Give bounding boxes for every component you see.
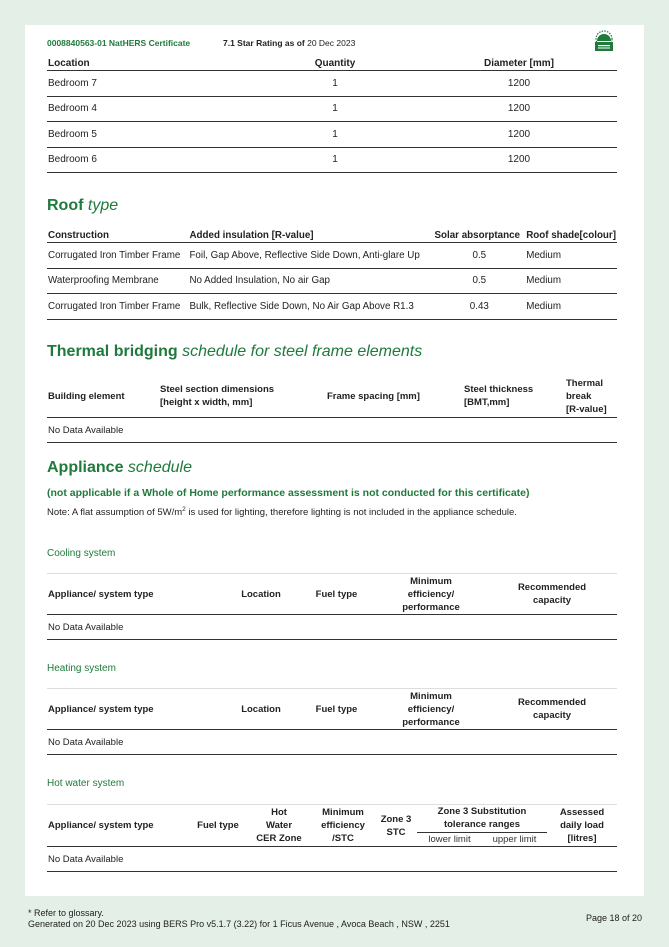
cell: 0.5 [433, 243, 525, 269]
lighting-note: Note: A flat assumption of $5W/m^2$ is used for lighting, therefore lighting is not included in the appliance schedule. [47, 506, 517, 519]
no-data-cell: No Data Available [47, 418, 617, 443]
col-thermal-break: Thermal break [R-value] [565, 375, 617, 418]
cell: Waterproofing Membrane [47, 268, 188, 294]
ceiling-fans-table [47, 56, 617, 173]
col-recommended-capacity: Recommended capacity [487, 689, 617, 730]
table-row [47, 418, 617, 443]
col-min-efficiency: Minimum efficiency/ performance [375, 574, 487, 615]
col-steel-section: Steel section dimensions [height x width, mm] [159, 375, 326, 418]
col-cer-zone: Hot Water CER Zone [247, 805, 311, 847]
table-header-row [47, 805, 617, 833]
col-fuel-type: Fuel type [298, 689, 375, 730]
cell: 1 [249, 147, 421, 173]
table-header-row [47, 375, 617, 418]
cell: 1200 [421, 71, 617, 97]
cell: 1200 [421, 122, 617, 148]
section-title-appliance: Appliance schedule [47, 459, 192, 476]
col-appliance-type: Appliance/ system type [47, 689, 224, 730]
hot-water-system-table [47, 804, 617, 872]
cooling-system-label: Cooling system [47, 548, 116, 559]
table-row [47, 147, 617, 173]
table-row [47, 268, 617, 294]
certificate-page [25, 25, 644, 896]
cooling-system-table [47, 573, 617, 640]
table-row [47, 243, 617, 269]
col-upper-limit: upper limit [482, 832, 547, 846]
col-location: Location [224, 689, 298, 730]
col-roof-shade: Roof shade[colour] [526, 229, 616, 241]
section-title-roof: Roof type [47, 197, 119, 214]
cell: Corrugated Iron Timber Frame [47, 243, 188, 269]
cell: No Added Insulation, No air Gap [188, 268, 433, 294]
cell: Medium [525, 243, 617, 269]
generation-info: Generated on 20 Dec 2023 using BERS Pro v5.1.7 (3.22) for 1 Ficus Avenue , Avoca Beach , NSW , 2251 [28, 919, 450, 929]
table-row [47, 122, 617, 148]
table-row [47, 847, 617, 872]
table-header-row [47, 56, 617, 71]
col-diameter: Diameter [mm] [421, 56, 617, 71]
table-header-row [47, 689, 617, 730]
col-appliance-type: Appliance/ system type [47, 574, 224, 615]
cell: 1200 [421, 96, 617, 122]
nathers-logo-icon [591, 28, 617, 54]
col-recommended-capacity: Recommended capacity [487, 574, 617, 615]
cell: Medium [525, 268, 617, 294]
table-row [47, 96, 617, 122]
table-row [47, 730, 617, 755]
page-number: Page 18 of 20 [586, 913, 643, 923]
col-solar-absorptance: Solar absorptance [433, 228, 525, 243]
col-building-element: Building element [47, 375, 159, 418]
star-rating: 7.1 Star Rating as of 20 Dec 2023 [223, 38, 356, 48]
no-data-cell: No Data Available [47, 847, 617, 872]
thermal-bridging-table [47, 375, 617, 443]
table-row [47, 294, 617, 320]
cell: Bedroom 7 [47, 71, 249, 97]
cell: Foil, Gap Above, Reflective Side Down, Anti-glare Up [188, 243, 433, 269]
certificate-id: 0008840563-01 NatHERS Certificate [47, 38, 191, 48]
cell: 1 [249, 96, 421, 122]
cell: Bedroom 6 [47, 147, 249, 173]
col-min-efficiency: Minimum efficiency /STC [311, 805, 375, 847]
cell: Medium [525, 294, 617, 320]
col-lower-limit: lower limit [417, 832, 482, 846]
table-header-row [47, 228, 617, 243]
col-construction: Construction [47, 228, 188, 243]
col-insulation: Added insulation [R-value] [188, 228, 433, 243]
appliance-subtitle: (not applicable if a Whole of Home performance assessment is not conducted for this certificate) [47, 487, 530, 499]
col-fuel-type: Fuel type [298, 574, 375, 615]
col-appliance-type: Appliance/ system type [47, 805, 189, 847]
cell: Bedroom 5 [47, 122, 249, 148]
col-location: Location [224, 574, 298, 615]
page-footer [28, 908, 450, 930]
hot-water-system-label: Hot water system [47, 778, 125, 789]
col-location: Location [47, 56, 249, 71]
roof-type-table [47, 228, 617, 320]
table-row [47, 71, 617, 97]
col-frame-spacing: Frame spacing [mm] [326, 375, 463, 418]
rating-date: 20 Dec 2023 [307, 38, 356, 48]
col-min-efficiency: Minimum efficiency/ performance [375, 689, 487, 730]
cell: 0.43 [433, 294, 525, 320]
col-zone3-stc: Zone 3 STC [375, 805, 417, 847]
col-fuel-type: Fuel type [189, 805, 247, 847]
cell: 1 [249, 71, 421, 97]
cell: 0.5 [433, 268, 525, 294]
heating-system-label: Heating system [47, 663, 116, 674]
col-substitution-ranges: Zone 3 Substitution tolerance ranges [417, 805, 547, 833]
page-header [47, 38, 356, 48]
col-steel-thickness: Steel thickness [BMT,mm] [463, 375, 565, 418]
heating-system-table [47, 688, 617, 755]
col-assessed-load: Assessed daily load [litres] [547, 805, 617, 847]
cell: Bedroom 4 [47, 96, 249, 122]
cell: Bulk, Reflective Side Down, No Air Gap Above R1.3 [188, 294, 433, 320]
cell: 1 [249, 122, 421, 148]
cell: Corrugated Iron Timber Frame [47, 294, 188, 320]
table-row [47, 615, 617, 640]
no-data-cell: No Data Available [47, 615, 617, 640]
col-quantity: Quantity [249, 56, 421, 71]
table-header-row [47, 574, 617, 615]
section-title-thermal-bridging: Thermal bridging schedule for steel frame elements [47, 343, 423, 360]
no-data-cell: No Data Available [47, 730, 617, 755]
glossary-note: * Refer to glossary. [28, 908, 104, 918]
cell: 1200 [421, 147, 617, 173]
